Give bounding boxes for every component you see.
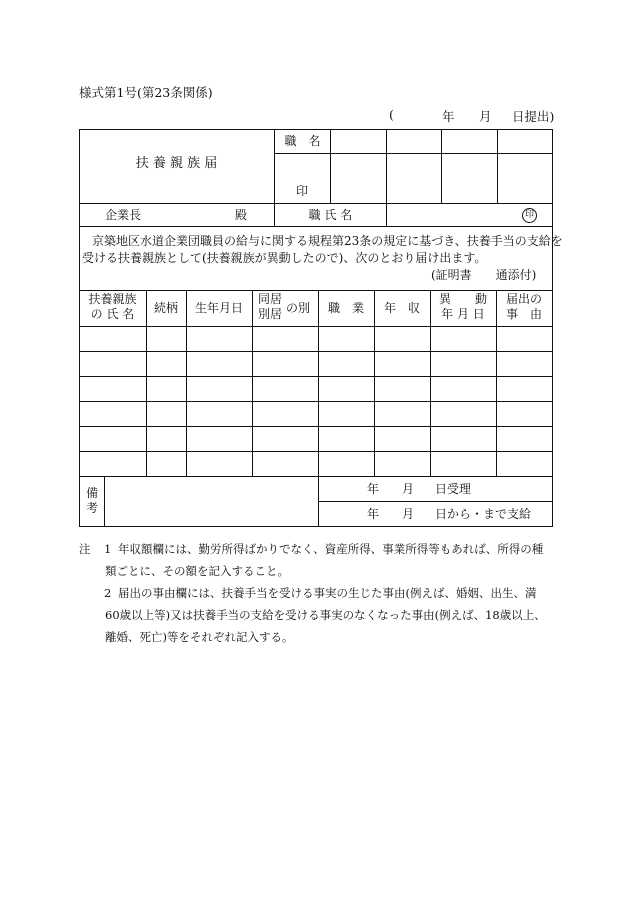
payment-day: 日から・まで支給 <box>435 507 532 521</box>
seal-mark: 印 <box>522 208 537 223</box>
col-income-header: 年 収 <box>383 301 420 315</box>
col-change-line2: 年 月 日 <box>441 307 485 321</box>
job-title-label: 職 名 <box>284 134 321 148</box>
submit-date-day: 日提出) <box>512 109 555 124</box>
col-occupation-header: 職 業 <box>327 301 364 315</box>
attachment-note: (証明書 通添付) <box>431 268 537 282</box>
body-line-2: 受ける扶養親族として(扶養親族が異動したので)、次のとおり届け出ます。 <box>82 251 487 265</box>
submit-date-year: 年 <box>442 109 455 124</box>
honorific: 殿 <box>235 208 248 222</box>
note-1-line2: 類ごとに、その額を記入すること。 <box>105 564 289 578</box>
note-2-line1: 届出の事由欄には、扶養手当を受ける事実の生じた事由(例えば、婚姻、出生、満 <box>118 586 537 600</box>
remarks-char-2: 考 <box>86 501 99 515</box>
col-change-header <box>430 292 496 322</box>
remarks-char-1: 備 <box>86 486 99 500</box>
submit-date-month: 月 <box>479 109 492 124</box>
col-name-line1: 扶養親族 <box>88 292 137 306</box>
remarks-label <box>86 486 98 516</box>
col-cohabit-header <box>258 292 282 322</box>
col-reason-header <box>496 292 552 322</box>
received-year: 年 <box>367 482 380 496</box>
note-2-line3: 離婚、死亡)等をそれぞれ記入する。 <box>105 630 294 644</box>
col-cohabit-line1: 同居 <box>258 292 283 306</box>
notes-label: 注 <box>79 542 91 556</box>
col-relation-header: 続柄 <box>153 301 178 315</box>
seal-label: 印 <box>296 184 309 198</box>
payment-year: 年 <box>367 507 380 521</box>
submit-date-open: ( <box>389 107 394 122</box>
form-number: 様式第1号(第23条関係) <box>79 85 213 100</box>
payment-month: 月 <box>402 507 415 521</box>
received-day: 日受理 <box>435 482 472 496</box>
col-name-header <box>79 292 146 322</box>
name-label: 職 氏 名 <box>308 207 353 222</box>
note-1-number: 1 <box>104 542 112 556</box>
col-reason-line2: 事 由 <box>505 307 542 321</box>
form-title: 扶 養 親 族 届 <box>135 155 218 171</box>
note-2-number: 2 <box>104 586 112 600</box>
col-reason-line1: 届出の <box>505 292 542 306</box>
col-change-line1: 異 動 <box>438 292 487 306</box>
col-cohabit-line2: 別居 <box>258 307 283 321</box>
col-birthdate-header: 生年月日 <box>194 301 243 315</box>
col-name-line2: の 氏 名 <box>90 307 135 321</box>
body-line-1: 京築地区水道企業団職員の給与に関する規程第23条の規定に基づき、扶養手当の支給を <box>92 234 563 248</box>
addressee: 企業長 <box>105 208 142 222</box>
note-2-line2: 60歳以上等)又は扶養手当の支給を受ける事実のなくなった事由(例えば、18歳以上、 <box>105 608 546 622</box>
received-month: 月 <box>402 482 415 496</box>
col-cohabit-suffix: の別 <box>286 301 311 315</box>
note-1-line1: 年収額欄には、勤労所得ばかりでなく、資産所得、事業所得等もあれば、所得の種 <box>118 542 544 556</box>
